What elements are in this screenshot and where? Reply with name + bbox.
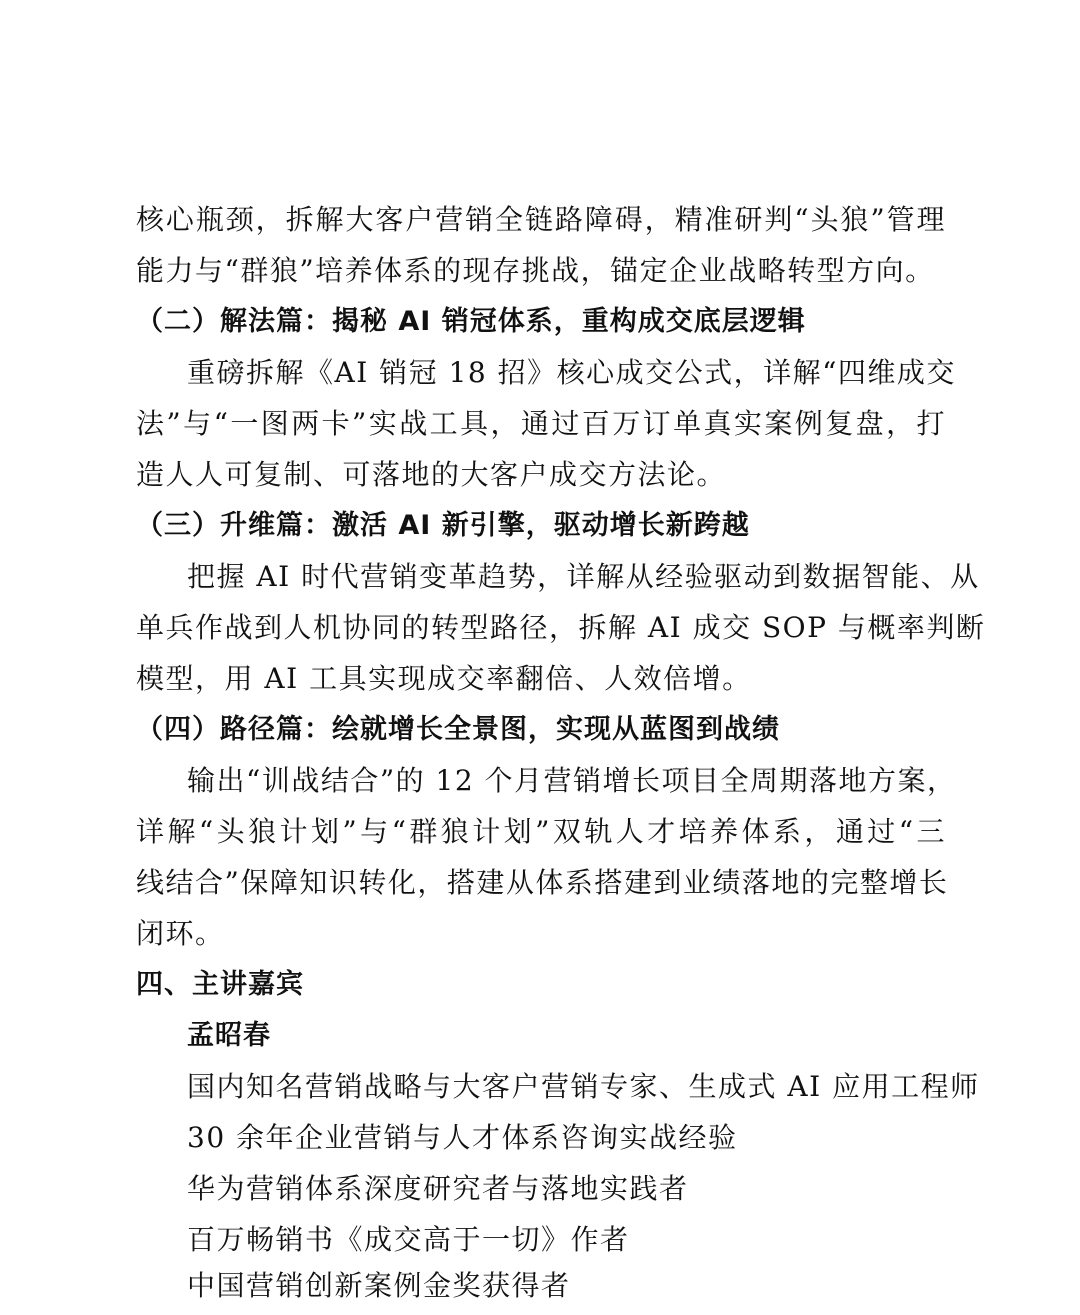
- speaker-credential: 国内知名营销战略与大客户营销专家、生成式 AI 应用工程师: [187, 1070, 980, 1103]
- paragraph-line: 把握 AI 时代营销变革趋势，详解从经验驱动到数据智能、从: [187, 560, 980, 593]
- paragraph-line: 详解“头狼计划”与“群狼计划”双轨人才培养体系，通过“三: [136, 815, 946, 848]
- paragraph-line: 能力与“群狼”培养体系的现存挑战，锚定企业战略转型方向。: [136, 254, 935, 287]
- paragraph-line: 核心瓶颈，拆解大客户营销全链路障碍，精准研判“头狼”管理: [136, 203, 946, 236]
- paragraph-line: 线结合”保障知识转化，搭建从体系搭建到业绩落地的完整增长: [136, 866, 949, 899]
- section-heading-part3: （三）升维篇：激活 AI 新引擎，驱动增长新跨越: [136, 510, 750, 541]
- speaker-credential: 百万畅销书《成交高于一切》作者: [187, 1223, 630, 1256]
- paragraph-line: 造人人可复制、可落地的大客户成交方法论。: [136, 458, 727, 491]
- speaker-name: 孟昭春: [187, 1020, 271, 1051]
- speaker-credential: 华为营销体系深度研究者与落地实践者: [187, 1172, 689, 1205]
- section-heading-part4: （四）路径篇：绘就增长全景图，实现从蓝图到战绩: [136, 714, 780, 745]
- paragraph-line: 模型，用 AI 工具实现成交率翻倍、人效倍增。: [136, 662, 752, 695]
- paragraph-line: 法”与“一图两卡”实战工具，通过百万订单真实案例复盘，打: [136, 407, 946, 440]
- paragraph-line: 闭环。: [136, 917, 225, 950]
- section-heading-speakers: 四、主讲嘉宾: [136, 969, 304, 1000]
- paragraph-line: 输出“训战结合”的 12 个月营销增长项目全周期落地方案，: [187, 764, 957, 797]
- speaker-credential: 30 余年企业营销与人才体系咨询实战经验: [187, 1121, 738, 1154]
- speaker-credential: 中国营销创新案例金奖获得者: [187, 1269, 571, 1302]
- paragraph-line: 重磅拆解《AI 销冠 18 招》核心成交公式，详解“四维成交: [187, 356, 956, 389]
- section-heading-part2: （二）解法篇：揭秘 AI 销冠体系，重构成交底层逻辑: [136, 306, 806, 337]
- paragraph-line: 单兵作战到人机协同的转型路径，拆解 AI 成交 SOP 与概率判断: [136, 611, 986, 644]
